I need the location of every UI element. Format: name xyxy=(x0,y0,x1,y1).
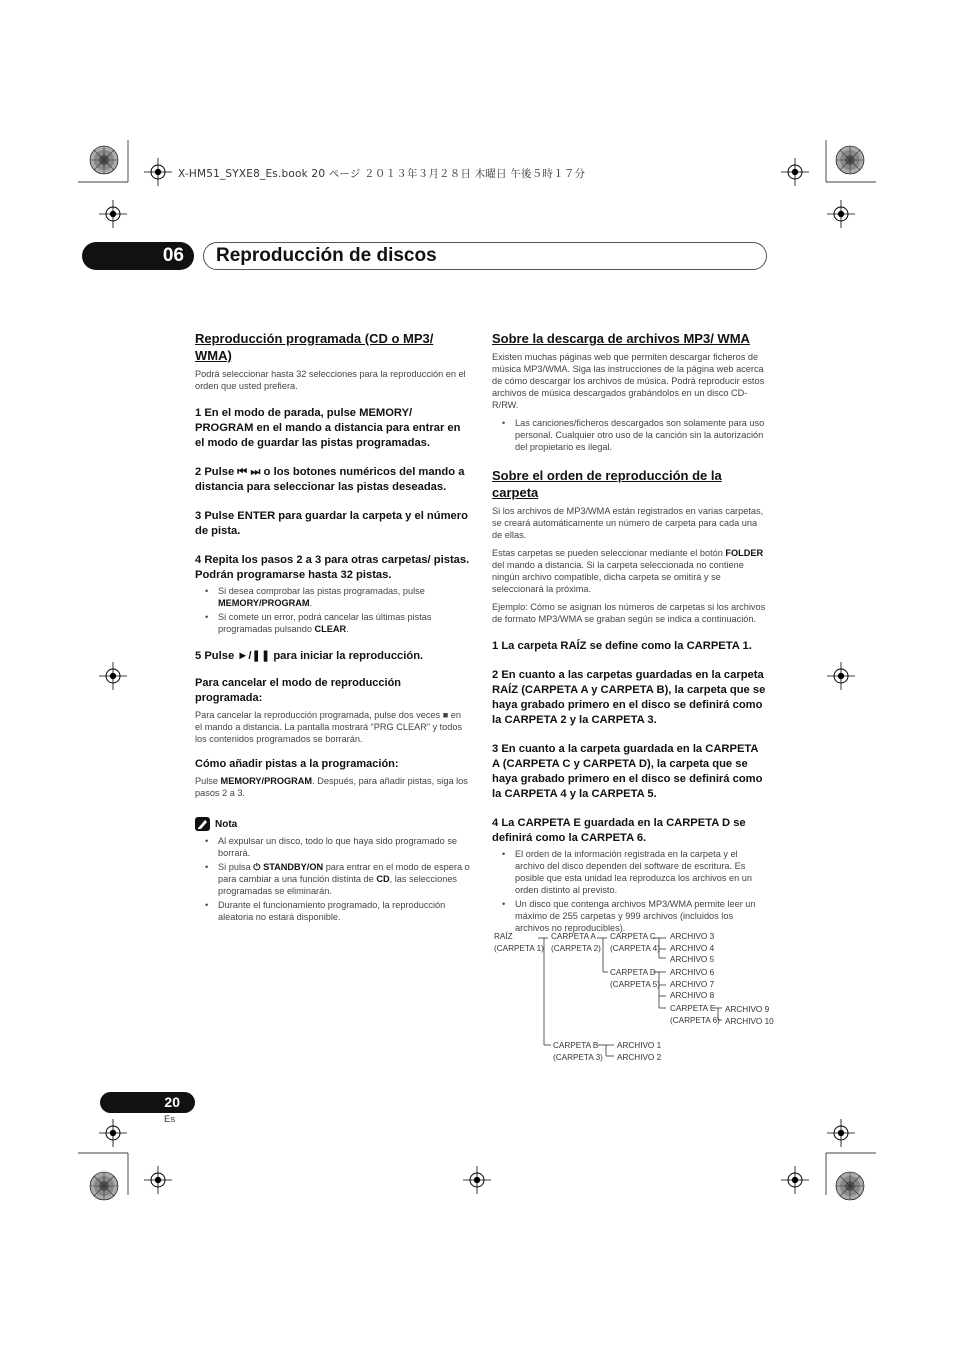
list-item: • El orden de la información registrada en la carpeta y el archivo del disco dependen del software de escritura. Es posible que esta unidad lea reproduzca los archivos en un orden distinto al previsto. xyxy=(492,848,767,896)
body-text: Pulse xyxy=(195,776,221,786)
bullet-text: Si pulsa xyxy=(218,862,254,872)
folder-name: CARPETA A xyxy=(551,932,596,941)
file-name: ARCHIVO 1 xyxy=(617,1041,662,1050)
step-5: 5 Pulse ►/❚❚ para iniciar la reproducción. xyxy=(195,650,424,662)
file-name: ARCHIVO 4 xyxy=(670,943,715,953)
folder-name: CARPETA E xyxy=(670,1004,716,1013)
body-text: Estas carpetas se pueden seleccionar mediante el botón xyxy=(492,548,726,558)
print-header: X-HM51_SYXE8_Es.book 20 ページ ２０１３年３月２８日 木曜日 午後５時１７分 xyxy=(178,168,586,180)
bullet-text: , las selecciones programadas se eliminarán. xyxy=(218,874,458,896)
folder-number: (CARPETA 4) xyxy=(610,943,660,953)
order-step-1: 1 La carpeta RAÍZ se define como la CARPETA 1. xyxy=(492,640,752,652)
list-item: • Durante el funcionamiento programado, la reproducción aleatoria no estará disponible. xyxy=(195,899,470,923)
key-label: MEMORY/PROGRAM xyxy=(218,598,310,608)
folder-number: (CARPETA 6) xyxy=(670,1015,720,1025)
right-column xyxy=(492,330,767,938)
file-name: ARCHIVO 2 xyxy=(617,1052,662,1062)
key-label: CD xyxy=(376,874,390,884)
key-label: FOLDER xyxy=(725,548,764,558)
cancel-text: Para cancelar la reproducción programada, pulse dos veces ■ en el mando a distancia. La pantalla mostrará “PRG CLEAR” y todos los contenidos programados se borrarán. xyxy=(195,710,463,744)
download-bullets xyxy=(492,417,767,453)
cancel-heading: Para cancelar el modo de reproducción programada: xyxy=(195,677,402,704)
list-item xyxy=(195,585,470,609)
left-column xyxy=(195,330,470,927)
body-text: . Después, para añadir pistas, siga los pasos 2 a 3. xyxy=(195,776,468,798)
folder-number: (CARPETA 5) xyxy=(610,979,660,989)
pencil-note-icon xyxy=(195,817,210,831)
order-paragraph-2 xyxy=(492,547,767,595)
add-text xyxy=(195,775,470,799)
folder-name: CARPETA C xyxy=(610,932,656,941)
intro-text: Podrá seleccionar hasta 32 selecciones para la reproducción en el orden que usted prefiera. xyxy=(195,369,466,391)
folder-name: CARPETA B xyxy=(553,1041,599,1050)
chapter-number: 06 xyxy=(82,242,194,270)
order-step-2: 2 En cuanto a las carpetas guardadas en la carpeta RAÍZ (CARPETA A y CARPETA B), la carpeta que se haya grabado primero en el disco se definirá como la CARPETA 2 y la CARPETA 3. xyxy=(492,669,766,726)
bullet-text: . xyxy=(346,624,349,634)
order-paragraph-3: Ejemplo: Cómo se asignan los números de carpetas si los archivos de formato MP3/WMA se graban según se indica a continuación. xyxy=(492,602,766,624)
download-text: Existen muchas páginas web que permiten descargar ficheros de música MP3/WMA. Siga las instrucciones de la página web acerca de cómo descargar los archivos de música. Podrá reproducir estos archivos de música descargados grabándolos en un disco CD-R/RW. xyxy=(492,352,765,410)
order-step-3: 3 En cuanto a la carpeta guardada en la CARPETA A (CARPETA C y CARPETA D), la carpeta que se haya grabado primero en el disco se definirá como la CARPETA 4 y la CARPETA 5. xyxy=(492,743,763,800)
file-name: ARCHIVO 6 xyxy=(670,968,715,977)
note-list xyxy=(195,835,470,923)
file-name: ARCHIVO 10 xyxy=(725,1016,774,1026)
list-item: • Al expulsar un disco, todo lo que haya sido programado se borrará. xyxy=(195,835,470,859)
key-label: ⏻ STANDBY/ON xyxy=(253,862,324,872)
step-4-bullets xyxy=(195,585,470,635)
list-item: • Un disco que contenga archivos MP3/WMA permite leer un máximo de 255 carpetas y 999 archivos (incluidos los archivos no reproducibles). xyxy=(492,898,767,934)
section-heading-download: Sobre la descarga de archivos MP3/ WMA xyxy=(492,331,750,346)
order-step-4: 4 La CARPETA E guardada en la CARPETA D se definirá como la CARPETA 6. xyxy=(492,817,746,844)
body-text: del mando a distancia. Si la carpeta seleccionada no contiene ningún archivo compatible, dicha carpeta se omitirá y se seleccionará la próxima. xyxy=(492,560,744,594)
list-item xyxy=(195,861,470,897)
file-name: ARCHIVO 3 xyxy=(670,932,715,941)
list-item: • Las canciones/ficheros descargados son solamente para uso personal. Cualquier otro uso de la canción sin la autorización del propietario es ilegal. xyxy=(492,417,767,453)
step-1: 1 En el modo de parada, pulse MEMORY/ PROGRAM en el mando a distancia para entrar en el modo de guardar las pistas programadas. xyxy=(195,407,461,449)
chapter-title: Reproducción de discos xyxy=(203,242,767,270)
bullet-text: Si comete un error, podrá cancelar las últimas pistas programadas pulsando xyxy=(218,612,432,634)
note-label: Nota xyxy=(215,818,238,830)
order-step-4-bullets xyxy=(492,848,767,934)
page-number: 20 xyxy=(100,1092,195,1113)
add-heading: Cómo añadir pistas a la programación: xyxy=(195,758,399,770)
list-item xyxy=(195,611,470,635)
folder-name: CARPETA D xyxy=(610,968,656,977)
file-name: ARCHIVO 5 xyxy=(670,955,715,964)
file-name: ARCHIVO 8 xyxy=(670,991,715,1000)
bullet-text: para entrar en el modo de espera o para cambiar a una función distinta de xyxy=(218,862,470,884)
step-3: 3 Pulse ENTER para guardar la carpeta y el número de pista. xyxy=(195,510,468,537)
file-name: ARCHIVO 7 xyxy=(670,979,715,989)
key-label: CLEAR xyxy=(314,624,347,634)
note-header xyxy=(195,817,470,831)
file-name: ARCHIVO 9 xyxy=(725,1005,770,1014)
page-language: Es xyxy=(164,1114,176,1125)
section-heading-folder-order: Sobre el orden de reproducción de la carpeta xyxy=(492,468,722,500)
folder-number: (CARPETA 2) xyxy=(551,943,601,953)
folder-number: (CARPETA 3) xyxy=(553,1052,603,1062)
order-paragraph-1: Si los archivos de MP3/WMA están registrados en varias carpetas, se creará automáticamente un número de carpeta para cada una de ellas. xyxy=(492,506,764,540)
bullet-text: Si desea comprobar las pistas programadas, pulse xyxy=(218,586,425,596)
folder-number: (CARPETA 1) xyxy=(494,943,544,953)
step-4: 4 Repita los pasos 2 a 3 para otras carpetas/ pistas. Podrán programarse hasta 32 pistas. xyxy=(195,554,470,581)
key-label: MEMORY/PROGRAM xyxy=(220,776,313,786)
step-2: 2 Pulse ⏮ ⏭ o los botones numéricos del mando a distancia para seleccionar las pistas deseadas. xyxy=(195,466,465,493)
bullet-text: . xyxy=(309,598,313,608)
folder-name: RAÍZ xyxy=(494,932,513,941)
section-heading-programmed: Reproducción programada (CD o MP3/ WMA) xyxy=(195,331,434,363)
